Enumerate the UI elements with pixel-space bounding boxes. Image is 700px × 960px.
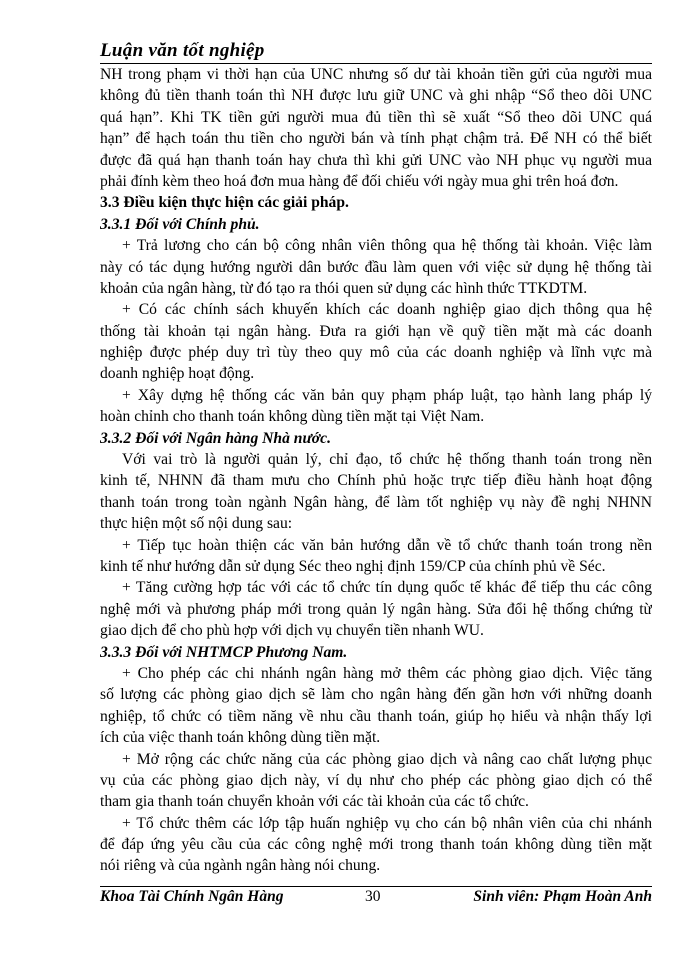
body-line: được đã quá hạn thanh toán hay chưa thì khi gửi UNC vào NH phục vụ người mua: [100, 151, 652, 169]
body-line: NH trong phạm vi thời hạn của UNC nhưng số dư tài khoản tiền gửi của người mua: [100, 66, 652, 83]
footer-faculty: Khoa Tài Chính Ngân Hàng: [100, 888, 284, 905]
body-line: nghiệp, tổ chức có tiềm năng về nhu cầu thanh toán, giúp họ hiểu và nhận thấy lợi: [100, 707, 652, 725]
body-line: không đủ tiền thanh toán thì NH được lưu giữ UNC và ghi nhập “Sổ theo dõi UNC: [100, 87, 652, 105]
subsection-heading: 3.3.3 Đối với NHTMCP Phương Nam.: [100, 643, 348, 661]
body-line: kinh tế như hướng dẫn sử dụng Séc theo nghị định 159/CP của chính phủ về Séc.: [100, 557, 606, 575]
body-line: giao dịch để cho phù hợp với dịch vụ chuyển tiền nhanh WU.: [100, 622, 484, 640]
body-line: này có tác dụng hướng người dân bước đầu làm quen với việc sử dụng hệ thống tài: [100, 258, 652, 276]
body-line: Với vai trò là người quản lý, chỉ đạo, tổ chức hệ thống thanh toán trong nền: [122, 451, 652, 469]
body-line: + Cho phép các chi nhánh ngân hàng mở thêm các phòng giao dịch. Việc tăng: [122, 664, 652, 682]
footer-rule: [100, 886, 652, 887]
body-line: để đáp ứng yêu cầu của các công nghệ mới trong thanh toán không dùng tiền mặt: [100, 836, 652, 854]
footer-student: Sinh viên: Phạm Hoàn Anh: [473, 888, 652, 905]
header-title: Luận văn tốt nghiệp: [100, 40, 265, 61]
page-body: [100, 64, 652, 877]
body-line: nói riêng và của ngành ngân hàng nói chung.: [100, 857, 381, 875]
page-header: [100, 36, 652, 66]
body-line: + Có các chính sách khuyến khích các doanh nghiệp giao dịch thông qua hệ: [122, 301, 652, 319]
body-line: + Mở rộng các chức năng của các phòng giao dịch và nâng cao chất lượng phục: [122, 750, 652, 768]
body-line: thanh toán trong toàn ngành Ngân hàng, để làm tốt nghiệp vụ này đề nghị NHNN: [100, 493, 652, 511]
subsection-heading: 3.3.2 Đối với Ngân hàng Nhà nước.: [100, 429, 331, 447]
body-line: hạn” để hạch toán thu tiền cho người bán và tính phạt chậm trả. Để NH có thể biết: [100, 130, 652, 148]
body-line: nghiệp được phép duy trì tùy theo quy mô của các doanh nghiệp và lĩnh vực mà: [100, 344, 652, 362]
body-line: nghệ mới và phương pháp mới trong quản lý ngân hàng. Sửa đổi hệ thống chứng từ: [100, 600, 652, 618]
body-line: + Trả lương cho cán bộ công nhân viên thông qua hệ thống tài khoản. Việc làm: [122, 237, 652, 255]
body-line: + Xây dựng hệ thống các văn bản quy phạm pháp luật, tạo hành lang pháp lý: [122, 386, 652, 404]
body-line: phải đính kèm theo hoá đơn mua hàng để đối chiếu với ngày mua ghi trên hoá đơn.: [100, 172, 619, 190]
body-line: vụ của các phòng giao dịch này, ví dụ như cho phép các phòng giao dịch có thể: [100, 771, 652, 789]
section-heading: 3.3 Điều kiện thực hiện các giải pháp.: [100, 194, 349, 212]
body-line: hoàn chỉnh cho thanh toán không dùng tiền mặt tại Việt Nam.: [100, 408, 485, 426]
body-line: + Tăng cường hợp tác với các tổ chức tín dụng quốc tế khác để tiếp thu các công: [122, 579, 652, 597]
body-line: khoản của ngân hàng, từ đó tạo ra thói quen sử dụng các hình thức TTKDTM.: [100, 279, 588, 297]
body-line: số lượng các phòng giao dịch sẽ làm cho ngân hàng đến gần hơn với những doanh: [100, 686, 652, 704]
body-line: quá hạn”. Khi TK tiền gửi người mua đủ tiền thì sẽ xuất “Sổ theo dõi UNC quá: [100, 108, 652, 126]
body-line: thực hiện một số nội dung sau:: [100, 515, 293, 533]
body-line: kinh tế, NHNN đã tham mưu cho Chính phủ hoặc trực tiếp điều hành hoạt động: [100, 472, 652, 490]
body-line: ích của việc thanh toán không dùng tiền mặt.: [100, 729, 381, 747]
body-line: + Tổ chức thêm các lớp tập huấn nghiệp vụ cho cán bộ nhân viên của chi nhánh: [122, 814, 652, 832]
body-line: thống tài khoản tại ngân hàng. Đưa ra giới hạn về quỹ tiền mặt mà các doanh: [100, 322, 652, 340]
body-line: tham gia thanh toán chuyển khoản với các tài khoản của các tổ chức.: [100, 793, 529, 811]
page-number: 30: [365, 888, 381, 905]
body-line: + Tiếp tục hoàn thiện các văn bản hướng dẫn về tổ chức thanh toán trong nền: [122, 536, 652, 554]
page-footer: [100, 888, 652, 912]
subsection-heading: 3.3.1 Đối với Chính phủ.: [100, 215, 260, 233]
body-line: doanh nghiệp hoạt động.: [100, 365, 255, 383]
